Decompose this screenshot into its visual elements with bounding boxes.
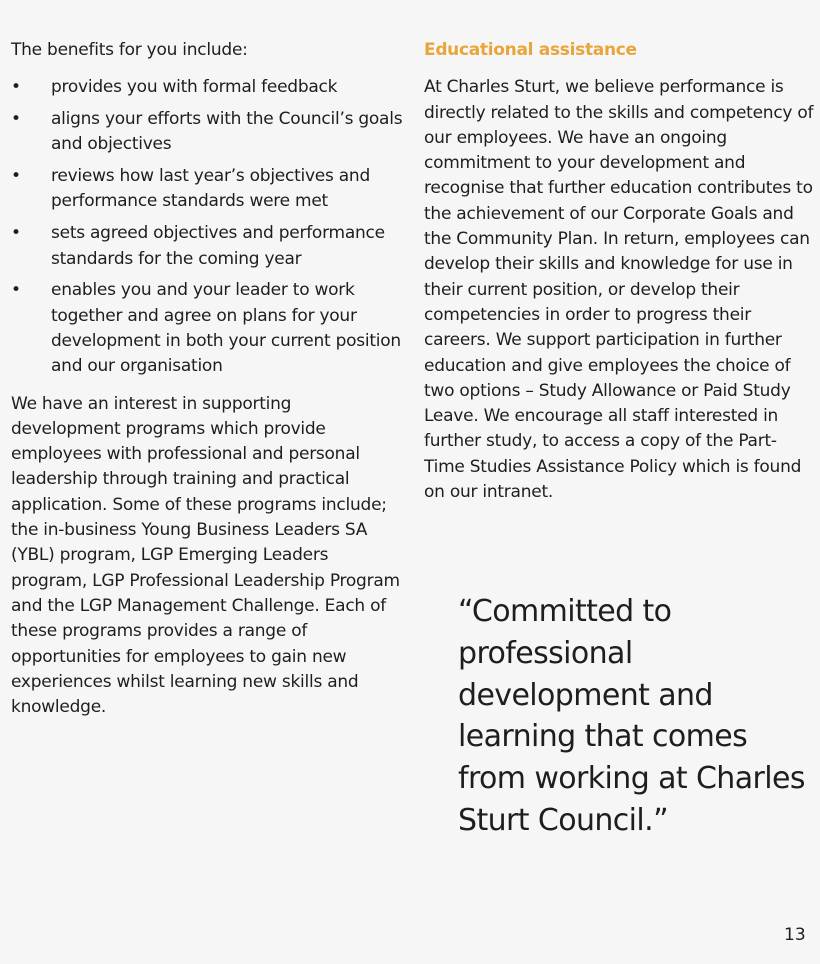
educational-assistance-paragraph: At Charles Sturt, we believe performance is directly related to the skills and competency of our employees. We have an ongoing commitment to your development and recognise that further education contributes to the achievement of our Corporate Goals and the Community Plan. In return, employees can develop their skills and knowledge for use in their current position, or develop their competencies in order to progress their careers. We support participation in further education and give employees the choice of two options – Study Allowance or Paid Study Leave. We encourage all staff interested in further study, to access a copy of the Part-Time Studies Assistance Policy which is found on our intranet. (424, 77, 814, 503)
pull-quote: “Committed to professional development and learning that comes from working at Charles Sturt Council.” (458, 594, 805, 838)
benefit-text: enables you and your leader to work together and agree on plans for your development in both your current position and our organisation (51, 280, 401, 377)
bullet-icon: • (11, 280, 21, 301)
benefit-text: reviews how last year’s objectives and performance standards were met (51, 166, 370, 212)
benefits-list (11, 75, 403, 379)
benefit-text: aligns your efforts with the Council’s goals and objectives (51, 109, 403, 155)
list-item (11, 278, 403, 379)
list-item (11, 75, 403, 100)
list-item (11, 164, 403, 215)
benefit-text: provides you with formal feedback (51, 77, 338, 98)
bullet-icon: • (11, 166, 21, 187)
development-programs-paragraph: We have an interest in supporting development programs which provide employees with professional and personal leadership through training and practical application. Some of these programs include; the in-business Young Business Leaders SA (YBL) program, LGP Emerging Leaders program, LGP Professional Leadership Program and the LGP Management Challenge. Each of these programs provides a range of opportunities for employees to gain new experiences whilst learning new skills and knowledge. (11, 393, 400, 718)
bullet-icon: • (11, 77, 21, 98)
benefit-text: sets agreed objectives and performance standards for the coming year (51, 223, 385, 269)
bullet-icon: • (11, 109, 21, 130)
list-item (11, 221, 403, 272)
bullet-icon: • (11, 223, 21, 244)
right-column (424, 38, 814, 505)
section-heading: Educational assistance (424, 40, 637, 60)
page-number: 13 (784, 925, 806, 945)
benefits-intro: The benefits for you include: (11, 40, 248, 60)
list-item (11, 107, 403, 158)
left-column (11, 38, 403, 720)
